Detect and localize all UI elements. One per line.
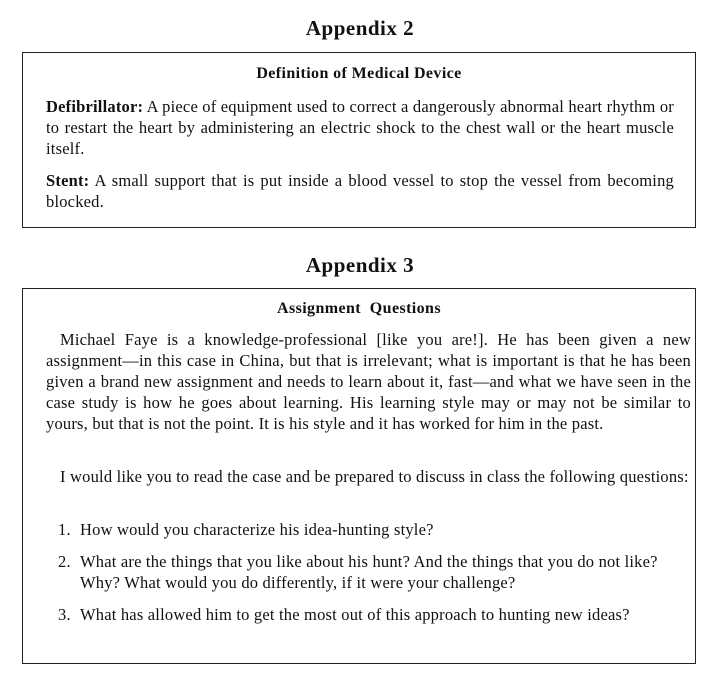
definition-defibrillator [46, 96, 674, 159]
assignment-paragraph-intro: Michael Faye is a knowledge-professional [like you are!]. He has been given a new assignment—in this case in China, but that is irrelevant; what is important is that he has been given a brand new assignment and needs to learn about it, fast—and what we have seen in the case study is how he goes about learning. His learning style may or may not be similar to yours, but that is not the point. It is his style and it has worked for him in the past. [46, 330, 691, 433]
definition-text: A piece of equipment used to correct a dangerously abnormal heart rhythm or to restart the heart by administering an electric shock to the chest wall or the heart muscle itself. [46, 97, 674, 158]
question-text: What are the things that you like about his hunt? And the things that you do not like? Why? What would you do differently, if it were your challenge? [80, 552, 658, 592]
question-text: What has allowed him to get the most out of this approach to hunting new ideas? [80, 605, 630, 624]
question-text: How would you characterize his idea-hunting style? [80, 520, 434, 539]
definition-stent [46, 170, 674, 212]
definition-text: A small support that is put inside a blood vessel to stop the vessel from becoming blocked. [46, 171, 674, 211]
assignment-paragraph-instructions: I would like you to read the case and be prepared to discuss in class the following questions: [60, 467, 689, 486]
question-number: 2. [58, 552, 71, 571]
appendix-3-heading: Appendix 3 [305, 253, 415, 277]
assignment-box [22, 288, 696, 664]
definition-box [22, 52, 696, 228]
question-number: 1. [58, 520, 71, 539]
definition-box-title: Definition of Medical Device [256, 65, 462, 82]
definition-term: Stent: [46, 171, 90, 190]
assignment-box-title: Assignment Questions [277, 300, 441, 317]
question-number: 3. [58, 605, 71, 624]
appendix-2-heading: Appendix 2 [305, 16, 415, 40]
definition-term: Defibrillator: [46, 97, 144, 116]
